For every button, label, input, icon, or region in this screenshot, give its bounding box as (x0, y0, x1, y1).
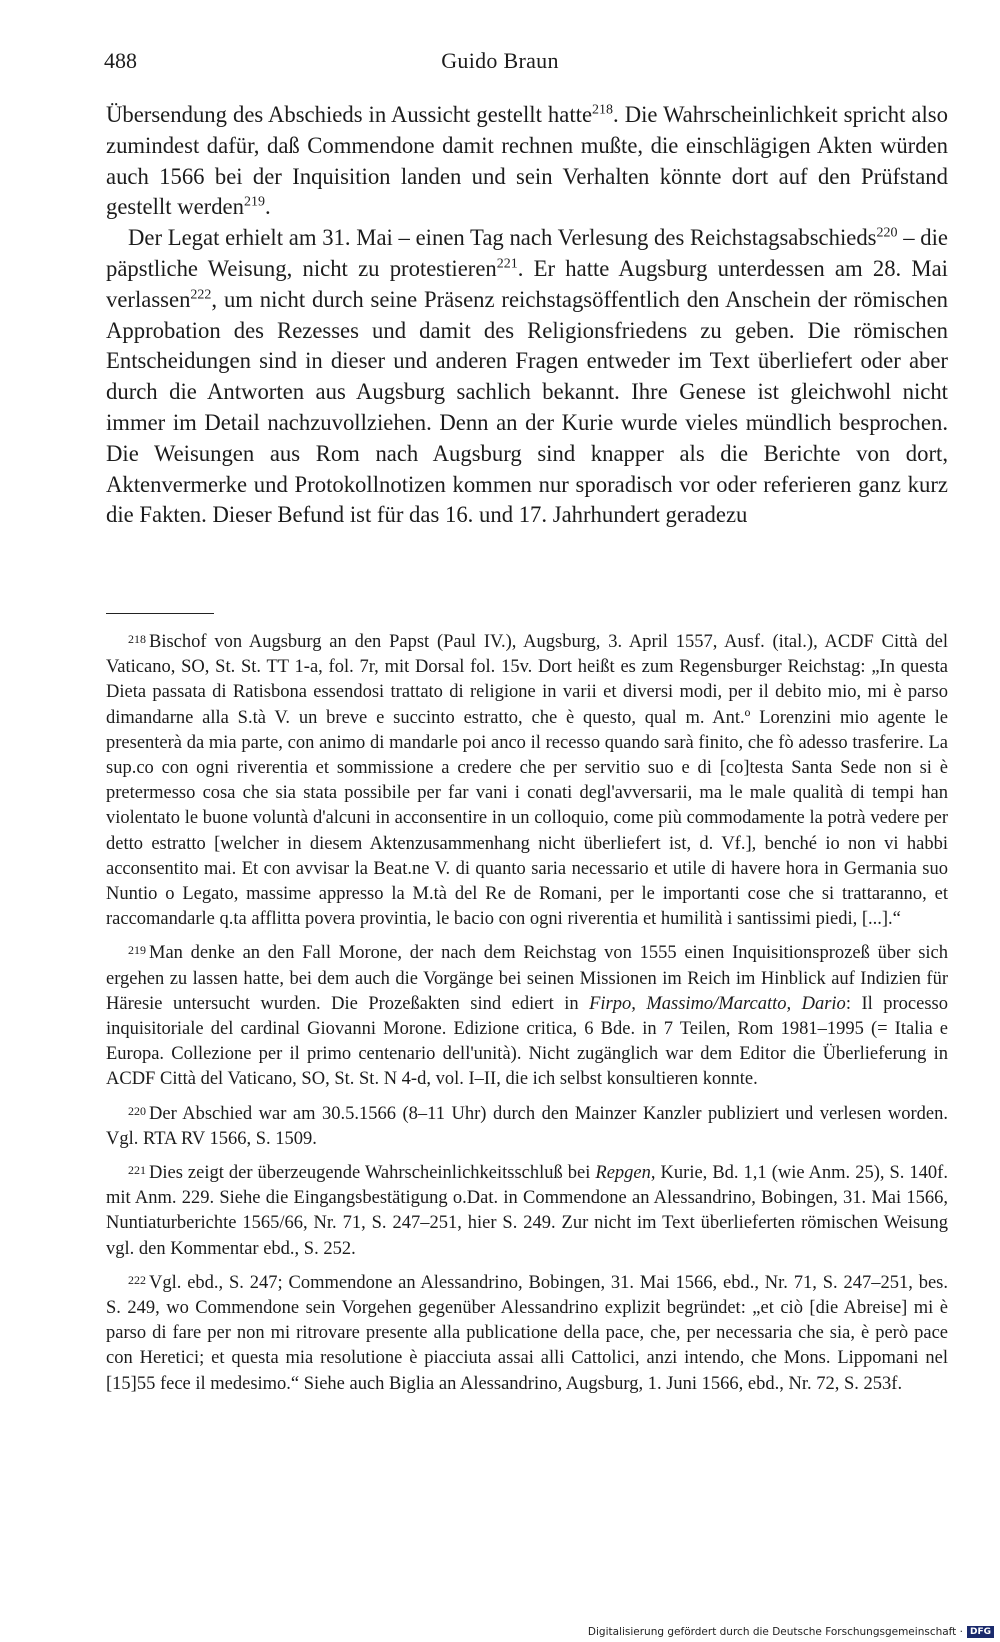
footnote-text: : Il processo inquisitoriale del cardinal Giovanni Morone. Edizione critica, 6 Bde. in 7 Teilen, Rom 1981–1995 (= Italia e Europa. Collezione per il primo centenario dell'unità). Nicht zugänglich war dem Editor die Überlieferung in ACDF Città del Vaticano, SO, St. St. N 4-d, vol. I–II, die ich selbst konsultieren konnte. (106, 993, 948, 1090)
footnote-ref-222[interactable]: 222 (190, 287, 212, 303)
footnote-ref-220[interactable]: 220 (876, 225, 898, 241)
main-text (106, 100, 948, 531)
page-number: 488 (104, 48, 137, 73)
footer-text: Digitalisierung gefördert durch die Deutsche Forschungsgemeinschaft · (587, 1626, 963, 1638)
footnote-text: Dies zeigt der überzeugende Wahrscheinlichkeitsschluß bei (149, 1163, 596, 1184)
footnote-number: 218 (128, 632, 146, 646)
footnote-220 (106, 1099, 948, 1152)
paragraph-1 (106, 100, 948, 223)
footnote-author: Repgen (595, 1163, 651, 1184)
footnote-221 (106, 1158, 948, 1262)
digitization-footer (588, 1626, 994, 1638)
footnote-text: Vgl. ebd., S. 247; Commendone an Alessandrino, Bobingen, 31. Mai 1566, ebd., Nr. 71, S. 247–251, bes. S. 249, wo Commendone sein Vorgehen gegenüber Alessandrino explizit begründet: „et ciò [die Abreise] mi è parso di fare per non mi ritrovare presente alla publicatione della pace, che, per necessaria che sia, è però pace con Heretici; et questa mia resolutione è piacciuta assai alli Cattolici, anzi intendo, che Mons. Lippomani nel [15]55 fece il medesimo.“ Siehe auch Biglia an Alessandrino, Augsburg, 1. Juni 1566, ebd., Nr. 72, S. 253f. (106, 1272, 948, 1394)
footnote-ref-218[interactable]: 218 (592, 102, 614, 118)
footnote-text: Man denke an den Fall Morone, der nach dem Reichstag von 1555 einen Inquisitionsprozeß über sich ergehen zu lassen hatte, bei dem auch die Vorgänge bei seinen Missionen im Reich im Hinblick auf Indizien für Häresie untersucht wurden. Die Prozeßakten sind ediert in (106, 943, 948, 1014)
footnote-separator (106, 613, 214, 614)
footnote-text: Bischof von Augsburg an den Papst (Paul IV.), Augsburg, 3. April 1557, Ausf. (ital.), ACDF Città del Vaticano, SO, St. St. TT 1-a, fol. 7r, mit Dorsal fol. 15v. Dort heißt es zum Regensburger Reichstag: „In questa Dieta passata di Ratisbona essendosi trattato di religione in varii et diversi modi, per il debito mio, mi è parso dimandarne alla S.tà V. un breve e succinto estratto, che è questo, qual m. Ant.º Lorenzini mio agente le presenterà da mia parte, con animo di mandarle poi anco il recesso quando sarà finito, che fò adesso trasferire. La sup.co con ogni riverentia et sommissione a credere che per servitio suo e di [co]testa Santa Sede non si è pretermesso cosa che sia stata possibile per far vani i conati degl'avversarii, ma le male qualità di tempi han violentato le buone voluntà d'alcuni in acconsentire in un colloquio, come più commodamente la potrà vedere per detto estratto [welcher in diesem Aktenzusammenhang nicht überliefert ist, d. Vf.], benché io non vi habbi acconsentito mai. Et con avvisar la Beat.ne V. di quanto saria necessario et utile di havere hora in Germania suo Nuntio o Legato, massime appresso la M.tà del Re de Romani, per le importanti cose che si trattaranno, et raccomandarle q.ta afflitta povera provintia, le bacio con ogni riverentia et humilità i santissimi piedi, [...].“ (106, 632, 948, 930)
dfg-logo-icon: DFG (967, 1626, 994, 1638)
footnote-number: 221 (128, 1163, 146, 1178)
footnotes (106, 627, 948, 1403)
footnote-author: Firpo, Massimo/Marcatto, Dario (589, 993, 846, 1014)
text-span: Der Legat erhielt am 31. Mai – einen Tag nach Verlesung des Reichstagsabschieds (128, 225, 877, 251)
paragraph-2 (106, 223, 948, 531)
footnote-218 (106, 627, 948, 932)
footnote-number: 220 (128, 1103, 146, 1118)
footnote-number: 222 (128, 1272, 146, 1287)
footnote-222 (106, 1268, 948, 1397)
running-head: Guido Braun (441, 48, 559, 73)
footnote-text: Der Abschied war am 30.5.1566 (8–11 Uhr) durch den Mainzer Kanzler publiziert und verlesen worden. Vgl. RTA RV 1566, S. 1509. (106, 1103, 948, 1149)
text-span: . Er hatte Augsburg unterdessen am 28. Mai verlassen (106, 255, 948, 312)
text-span: , um nicht durch seine Präsenz reichstagsöffentlich den Anschein der römischen Approbation des Rezesses und damit des Religionsfriedens zu geben. Die römischen Entscheidungen sind in dieser und anderen Fragen entweder im Text überliefert oder aber durch die Antworten aus Augsburg sachlich bekannt. Ihre Genese ist gleichwohl nicht immer im Detail nachzuvollziehen. Denn an der Kurie wurde vieles mündlich besprochen. Die Weisungen aus Rom nach Augsburg sind knapper als die Berichte von dort, Aktenvermerke und Protokollnotizen kommen nur sporadisch vor oder referieren ganz kurz die Fakten. Dieser Befund ist für das 16. und 17. Jahrhundert geradezu (106, 286, 948, 528)
footnote-ref-221[interactable]: 221 (496, 256, 518, 272)
footnote-219 (106, 938, 948, 1092)
text-span: . Die Wahrscheinlichkeit spricht also zumindest dafür, daß Commendone damit rechnen mußte, die einschlägigen Akten würden auch 1566 bei der Inquisition landen und sein Verhalten könnte dort auf den Prüfstand gestellt werden (106, 102, 948, 220)
text-span: Übersendung des Abschieds in Aussicht gestellt hatte (106, 102, 593, 127)
footnote-ref-219[interactable]: 219 (243, 194, 265, 210)
text-span: . (264, 194, 271, 220)
footnote-text: , Kurie, Bd. 1,1 (wie Anm. 25), S. 140f. mit Anm. 229. Siehe die Eingangsbestätigung o.Dat. in Commendone an Alessandrino, Bobingen, 31. Mai 1566, Nuntiaturberichte 1565/66, Nr. 71, S. 247–251, hier S. 249. Zur nicht im Text überlieferten römischen Weisung vgl. den Kommentar ebd., S. 252. (106, 1163, 948, 1259)
footnote-number: 219 (128, 943, 146, 958)
text-span: – die päpstliche Weisung, nicht zu protestieren (106, 225, 949, 281)
